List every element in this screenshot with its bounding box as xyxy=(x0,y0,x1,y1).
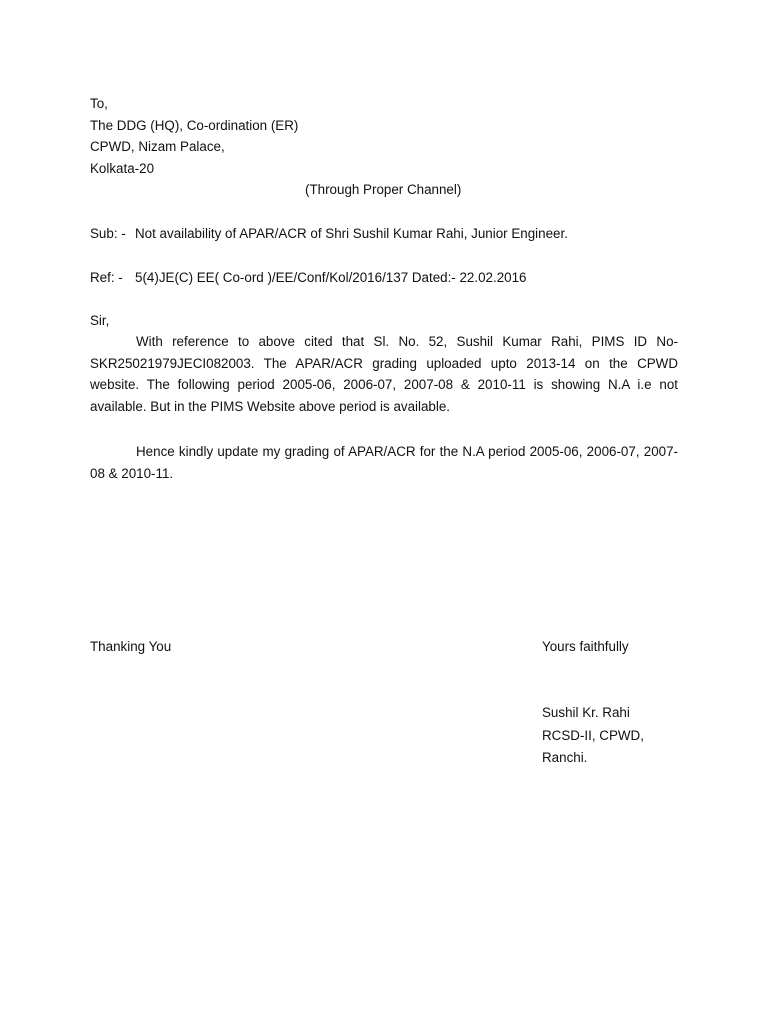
address-line-2: CPWD, Nizam Palace, xyxy=(90,139,225,154)
body-paragraph-1-text: With reference to above cited that Sl. No. 52, Sushil Kumar Rahi, PIMS ID No-SKR25021979JECI082003. The APAR/ACR grading uploaded upto 2013-14 on the CPWD website. The following period 2005-06, 2006-07, 2007-08 & 2010-11 is showing N.A i.e not available. But in the PIMS Website above period is available. xyxy=(90,334,678,414)
subject-line xyxy=(90,223,568,245)
salutation: Sir, xyxy=(90,313,110,328)
closing-line: Yours faithfully xyxy=(542,639,629,654)
signer-office: RCSD-II, CPWD, xyxy=(542,727,644,743)
body-paragraph-2-text: Hence kindly update my grading of APAR/ACR for the N.A period 2005-06, 2006-07, 2007-08 & 2010-11. xyxy=(90,444,678,481)
body-paragraph-1 xyxy=(90,331,678,417)
signer-name: Sushil Kr. Rahi xyxy=(542,705,630,720)
reference-label: Ref: - xyxy=(90,270,123,285)
signer-city: Ranchi. xyxy=(542,750,588,765)
address-to: To, xyxy=(90,96,108,111)
through-channel-note: (Through Proper Channel) xyxy=(305,182,462,197)
body-paragraph-2 xyxy=(90,441,678,484)
thanking-line: Thanking You xyxy=(90,639,172,654)
subject-text: Not availability of APAR/ACR of Shri Sushil Kumar Rahi, Junior Engineer. xyxy=(135,226,568,241)
address-line-1: The DDG (HQ), Co-ordination (ER) xyxy=(90,117,299,133)
subject-label: Sub: - xyxy=(90,226,126,241)
reference-text: 5(4)JE(C) EE( Co-ord )/EE/Conf/Kol/2016/137 Dated:- 22.02.2016 xyxy=(135,270,527,285)
recipient-address xyxy=(90,93,690,179)
signature-block xyxy=(542,702,644,770)
reference-line xyxy=(90,267,527,289)
address-line-3: Kolkata-20 xyxy=(90,160,155,176)
